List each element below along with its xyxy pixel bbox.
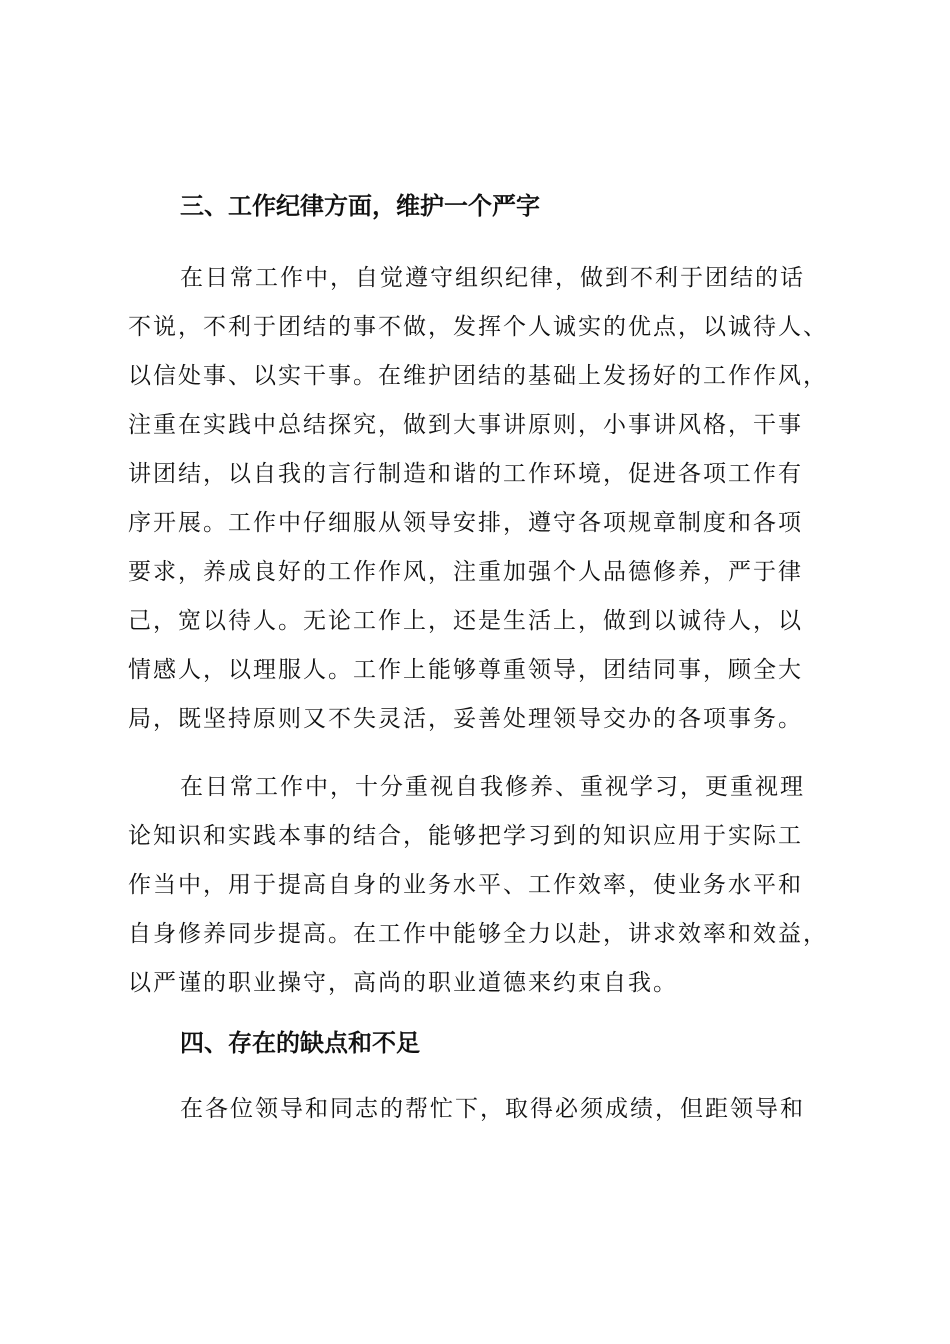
section-4-paragraph-1	[128, 1085, 830, 1134]
text-line: 论知识和实践本事的结合，能够把学习到的知识应用于实际工	[128, 823, 803, 849]
text-line: 在各位领导和同志的帮忙下，取得必须成绩，但距领导和	[180, 1096, 805, 1122]
document-body	[128, 188, 830, 1134]
text-line: 自身修养同步提高。在工作中能够全力以赴，讲求效率和效益，	[128, 921, 828, 947]
text-line: 不说，不利于团结的事不做，发挥个人诚实的优点，以诚待人、	[128, 314, 828, 340]
text-line: 序开展。工作中仔细服从领导安排，遵守各项规章制度和各项	[128, 510, 803, 536]
text-line: 讲团结，以自我的言行制造和谐的工作环境，促进各项工作有	[128, 461, 803, 487]
text-line: 以信处事、以实干事。在维护团结的基础上发扬好的工作作风，	[128, 363, 828, 389]
text-line: 情感人，以理服人。工作上能够尊重领导，团结同事，顾全大	[128, 657, 803, 683]
text-line: 以严谨的职业操守，高尚的职业道德来约束自我。	[128, 970, 678, 996]
section-4-heading: 四、存在的缺点和不足	[180, 1029, 420, 1057]
text-line: 注重在实践中总结探究，做到大事讲原则，小事讲风格，干事	[128, 412, 803, 438]
section-3-paragraph-1	[128, 254, 830, 744]
section-3-paragraph-2	[128, 763, 830, 1008]
text-line: 要求，养成良好的工作作风，注重加强个人品德修养，严于律	[128, 559, 803, 585]
text-line: 作当中，用于提高自身的业务水平、工作效率，使业务水平和	[128, 872, 803, 898]
text-line: 在日常工作中，十分重视自我修养、重视学习，更重视理	[180, 774, 805, 800]
text-line: 己，宽以待人。无论工作上，还是生活上，做到以诚待人，以	[128, 608, 803, 634]
text-line: 在日常工作中，自觉遵守组织纪律，做到不利于团结的话	[180, 265, 805, 291]
section-3-heading: 三、工作纪律方面，维护一个严字	[180, 192, 540, 220]
text-line: 局，既坚持原则又不失灵活，妥善处理领导交办的各项事务。	[128, 706, 803, 732]
